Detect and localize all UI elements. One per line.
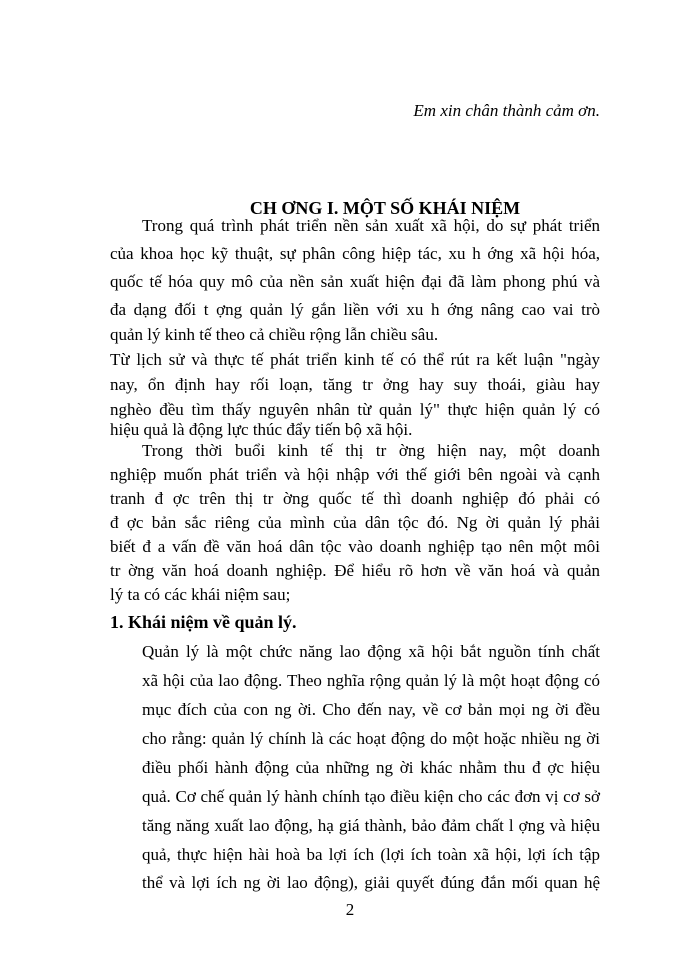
paragraph-4-line: cho rằng: quản lý chính là các hoạt động do một hoặc nhiều ng ời <box>142 729 600 748</box>
paragraph-1-line: của khoa học kỹ thuật, sự phân công hiệp tác, xu h ớng xã hội hóa, <box>110 244 600 263</box>
paragraph-1-line: Trong quá trình phát triển nền sản xuất xã hội, do sự phát triển <box>142 216 600 235</box>
paragraph-4-line: Quản lý là một chức năng lao động xã hội bắt nguồn tính chất <box>142 642 600 661</box>
paragraph-4-line: tăng năng xuất lao động, hạ giá thành, bảo đảm chất l ợng và hiệu <box>142 816 600 835</box>
page-number: 2 <box>345 900 355 919</box>
paragraph-3-line: tranh đ ợc trên thị tr ờng quốc tế thì doanh nghiệp đó phải có <box>110 489 600 508</box>
paragraph-4-line: xã hội của lao động. Theo nghĩa rộng quản lý là một hoạt động có <box>142 671 600 690</box>
paragraph-4-line: thể và lợi ích ng ời lao động), giải quyết đúng đắn mối quan hệ <box>142 873 600 892</box>
paragraph-1-line: quốc tế hóa quy mô của nền sản xuất hiện đại đã làm phong phú và <box>110 272 600 291</box>
paragraph-3-line: đ ợc bản sắc riêng của mình của dân tộc đó. Ng ời quản lý phải <box>110 513 600 532</box>
paragraph-2-line: hiệu quả là động lực thúc đẩy tiến bộ xã hội. <box>110 420 413 439</box>
paragraph-3-line: tr ờng văn hoá doanh nghiệp. Để hiểu rõ hơn về văn hoá và quản <box>110 561 600 580</box>
paragraph-3-line: biết đ a vấn đề văn hoá dân tộc vào doanh nghiệp tạo nên một môi <box>110 537 600 556</box>
paragraph-4-line: quả, thực hiện hài hoà ba lợi ích (lợi ích toàn xã hội, lợi ích tập <box>142 845 600 864</box>
paragraph-2-line: nay, ổn định hay rối loạn, tăng tr ởng hay suy thoái, giàu hay <box>110 375 600 394</box>
paragraph-4-line: điều phối hành động của những ng ời khác nhằm thu đ ợc hiệu <box>142 758 600 777</box>
paragraph-3-line: lý ta có các khái niệm sau; <box>110 585 291 604</box>
paragraph-4-line: quả. Cơ chế quản lý hành chính tạo điều kiện cho các đơn vị cơ sở <box>142 787 600 806</box>
paragraph-2-line: nghèo đều tìm thấy nguyên nhân từ quản lý" thực hiện quản lý có <box>110 400 600 419</box>
paragraph-1-line: đa dạng đối t ợng quản lý gắn liền với xu h ớng nâng cao vai trò <box>110 300 600 319</box>
section-heading: 1. Khái niệm về quản lý. <box>110 612 297 632</box>
paragraph-3-line: nghiệp muốn phát triển và hội nhập với thế giới bên ngoài và cạnh <box>110 465 600 484</box>
paragraph-3-line: Trong thời buổi kinh tế thị tr ờng hiện nay, một doanh <box>142 441 600 460</box>
closing-thanks: Em xin chân thành cảm ơn. <box>413 101 600 120</box>
paragraph-1-line: quản lý kinh tế theo cả chiều rộng lẫn chiều sâu. <box>110 325 439 344</box>
paragraph-2-line: Từ lịch sử và thực tế phát triển kinh tế có thể rút ra kết luận "ngày <box>110 350 600 369</box>
paragraph-4-line: mục đích của con ng ời. Cho đến nay, về cơ bản mọi ng ời đều <box>142 700 600 719</box>
chapter-title: CH ƠNG I. MỘT SỐ KHÁI NIỆM <box>249 198 521 218</box>
